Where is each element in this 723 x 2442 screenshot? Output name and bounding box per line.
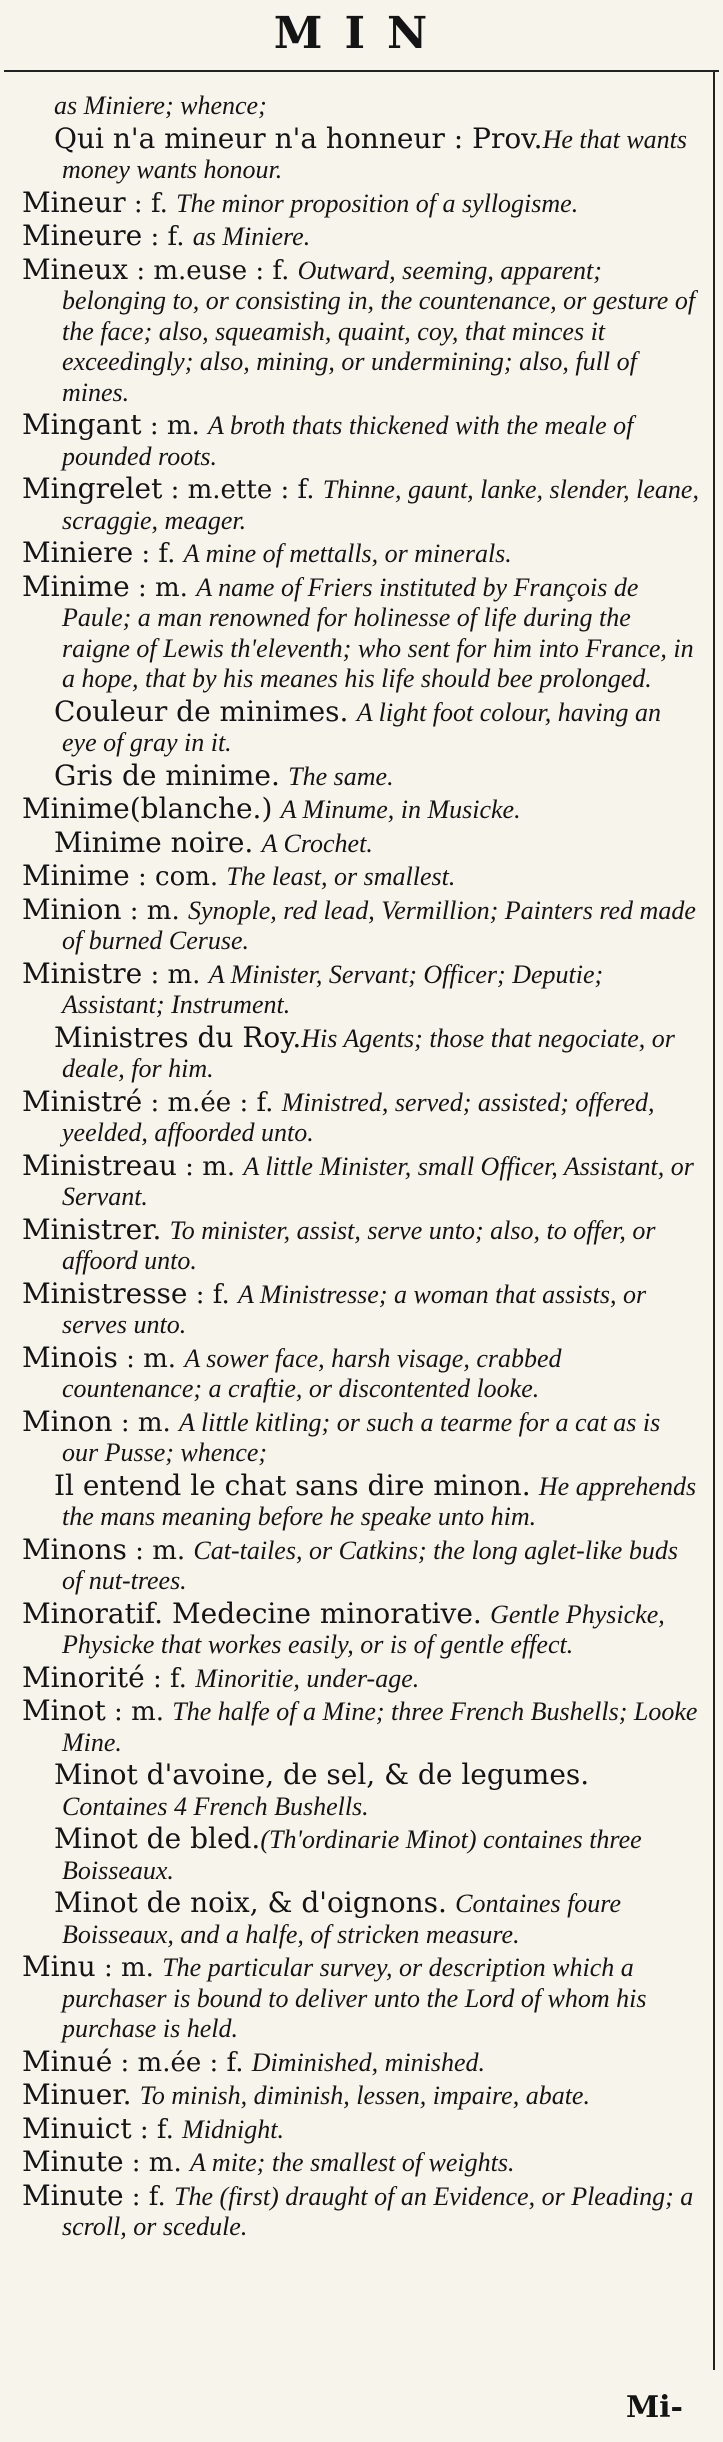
- entry-grammar: [482, 1600, 490, 1630]
- dictionary-entry: [22, 1696, 702, 1758]
- dictionary-entry: [22, 410, 702, 472]
- entry-headword: Minot d'avoine, de sel, & de legumes.: [54, 1758, 590, 1791]
- entry-grammar: [280, 762, 288, 792]
- dictionary-entry: [22, 1888, 702, 1950]
- entry-headword: Minorité: [22, 1660, 145, 1694]
- entry-definition: A little kitling; or such a tearme for a cat as is our Pusse; whence;: [62, 1407, 661, 1467]
- entry-grammar: : m.ée : f.: [112, 2047, 252, 2078]
- entry-headword: Ministres du Roy.: [54, 1020, 302, 1054]
- entry-grammar: : f.: [144, 1663, 196, 1694]
- dictionary-entry: [22, 1148, 702, 1213]
- page-header: MIN: [273, 8, 450, 59]
- dictionary-entry: [22, 1084, 702, 1149]
- dictionary-entry: [22, 794, 702, 826]
- entries-column: [22, 90, 702, 2245]
- entry-grammar: : m.: [95, 1953, 163, 1983]
- entry-grammar: : m.: [112, 1407, 180, 1438]
- entry-definition: A little Minister, small Officer, Assistant, or Servant.: [62, 1151, 694, 1211]
- entry-definition: (Th'ordinarie Minot) containes three Boisseaux.: [62, 1825, 642, 1885]
- dictionary-entry: [22, 1276, 702, 1341]
- entry-headword: Miniere: [22, 536, 134, 569]
- entry-grammar: : com.: [129, 862, 227, 892]
- entry-headword: Minu: [22, 1950, 96, 1983]
- entry-headword: Minois: [22, 1340, 118, 1374]
- entry-grammar: [131, 2081, 139, 2111]
- entry-grammar: [253, 829, 261, 859]
- header-rule: [4, 70, 719, 72]
- entry-definition: He apprehends the mans meaning before he speake unto him.: [62, 1471, 697, 1531]
- dictionary-entry: [22, 2178, 702, 2243]
- entry-headword: Mingrelet: [22, 472, 163, 505]
- entry-headword: Qui n'a mineur n'a honneur : Prov.: [54, 121, 543, 155]
- entry-definition: Midnight.: [182, 2114, 284, 2144]
- entry-grammar: : m.ette : f.: [162, 475, 323, 505]
- catchword: Mi-: [625, 2390, 683, 2425]
- entry-grammar: : f.: [187, 1279, 239, 1310]
- entry-definition: His Agents; those that negociate, or deale, for him.: [62, 1023, 675, 1083]
- entry-headword: Ministré: [22, 1084, 143, 1118]
- entry-definition: The minor proposition of a syllogisme.: [176, 188, 579, 218]
- entry-headword: Ministresse: [22, 1276, 188, 1310]
- entry-headword: Minon: [22, 1404, 113, 1438]
- entry-headword: Minime: [22, 569, 130, 603]
- dictionary-entry: [22, 2111, 702, 2146]
- entry-headword: Minute: [22, 2145, 124, 2178]
- entry-grammar: : m.euse : f.: [128, 255, 298, 286]
- entry-headword: Minué: [22, 2044, 113, 2078]
- dictionary-entry: [22, 2147, 702, 2179]
- dictionary-entry: [22, 121, 702, 186]
- dictionary-entry: [22, 825, 702, 860]
- entry-grammar: : m.: [142, 959, 209, 990]
- entry-grammar: : f.: [133, 539, 184, 569]
- entry-definition: Containes foure Boisseaux, and a halfe, of stricken measure.: [62, 1889, 622, 1949]
- dictionary-entry: [22, 538, 702, 570]
- dictionary-entry: [22, 569, 702, 695]
- dictionary-entry: [22, 2080, 702, 2112]
- entry-headword: Ministreau: [22, 1148, 177, 1182]
- entry-definition: A Minume, in Musicke.: [280, 795, 521, 824]
- entry-grammar: [447, 1889, 455, 1919]
- dictionary-entry: [22, 1020, 702, 1085]
- entry-headword: Ministre: [22, 956, 143, 990]
- dictionary-entry: [22, 1660, 702, 1695]
- entry-definition: The halfe of a Mine; three French Bushells; Looke Mine.: [62, 1697, 698, 1757]
- entry-grammar: [161, 1216, 169, 1246]
- dictionary-entry: [22, 221, 702, 253]
- entry-definition: A Minister, Servant; Officer; Deputie; Assistant; Instrument.: [62, 959, 604, 1019]
- entry-definition: as Miniere.: [192, 222, 311, 251]
- entry-definition: To minish, diminish, lessen, impaire, abate.: [139, 2081, 590, 2110]
- entry-headword: Minuer.: [22, 2078, 132, 2111]
- entry-headword: Mineux: [22, 252, 129, 286]
- entry-headword: Minion: [22, 892, 122, 926]
- entry-headword: Minot: [22, 1694, 106, 1727]
- entry-headword: Il entend le chat sans dire minon.: [54, 1468, 531, 1502]
- dictionary-entry: [22, 892, 702, 957]
- entry-grammar: [531, 1472, 539, 1502]
- entry-headword: Mineure: [22, 219, 143, 252]
- entry-grammar: : m.: [121, 895, 188, 926]
- dictionary-entry: [22, 694, 702, 759]
- entry-headword: Ministrer.: [22, 1212, 162, 1246]
- entry-headword: Minime: [22, 859, 130, 892]
- dictionary-entry: [22, 1596, 702, 1661]
- entry-definition: Thinne, gaunt, lanke, slender, leane, scraggie, meager.: [62, 475, 699, 535]
- entry-headword: Minot de noix, & d'oignons.: [54, 1886, 447, 1919]
- entry-definition: A name of Friers instituted by François de Paule; a man renowned for holinesse of life during the raigne of Lewis th'eleventh; who sent for him into France, in a hope, that by his meanes his life should bee prolonged.: [62, 572, 694, 693]
- entry-definition: as Miniere; whence;: [54, 91, 267, 120]
- entry-headword: Minoratif. Medecine minorative.: [22, 1596, 482, 1630]
- entry-definition: The (first) draught of an Evidence, or Pleading; a scroll, or scedule.: [62, 2181, 694, 2241]
- entry-definition: To minister, assist, serve unto; also, to offer, or affoord unto.: [62, 1215, 656, 1275]
- dictionary-entry: [22, 252, 702, 409]
- entry-definition: Gentle Physicke, Physicke that workes easily, or is of gentle effect.: [62, 1599, 665, 1659]
- dictionary-entry: [22, 861, 702, 893]
- dictionary-entry: [22, 1532, 702, 1597]
- entry-headword: Minons: [22, 1532, 127, 1566]
- entry-headword: Minute: [22, 2178, 124, 2212]
- entry-grammar: : f.: [123, 2181, 175, 2212]
- column-rule: [713, 70, 715, 2370]
- entry-definition: Containes 4 French Bushells.: [62, 1791, 369, 1821]
- dictionary-entry: [22, 758, 702, 793]
- dictionary-entry: [22, 1468, 702, 1533]
- entry-grammar: : m.ée : f.: [142, 1087, 282, 1118]
- entry-definition: He that wants money wants honour.: [62, 124, 688, 184]
- entry-headword: Minuict: [22, 2111, 132, 2145]
- entry-grammar: : m.: [129, 572, 197, 603]
- entry-definition: A sower face, harsh visage, crabbed countenance; a craftie, or discontented looke.: [62, 1343, 562, 1403]
- entry-headword: Mineur: [22, 185, 126, 219]
- entry-headword: Couleur de minimes.: [54, 694, 349, 728]
- entry-headword: Gris de minime.: [54, 758, 280, 792]
- entry-headword: Mingant: [22, 408, 142, 441]
- entry-definition: Minoritie, under-age.: [195, 1663, 420, 1693]
- dictionary-entry: [22, 956, 702, 1021]
- entry-grammar: [272, 795, 280, 825]
- entry-definition: A mine of mettalls, or minerals.: [183, 539, 512, 568]
- entry-definition: A mite; the smallest of weights.: [190, 2148, 515, 2177]
- dictionary-entry: [22, 2044, 702, 2079]
- entry-definition: The particular survey, or description which a purchaser is bound to deliver unto the Lord of whom his purchase is held.: [62, 1953, 647, 2043]
- entry-grammar: [348, 698, 356, 728]
- dictionary-entry: [22, 90, 702, 122]
- entry-definition: The least, or smallest.: [226, 862, 456, 891]
- entry-definition: Outward, seeming, apparent; belonging to, or consisting in, the countenance, or gesture of the face; also, squeamish, quaint, coy, that minces it exceedingly; also, mining, or undermining; also, full of mines.: [62, 255, 696, 407]
- dictionary-entry: [22, 1404, 702, 1469]
- dictionary-entry: [22, 1952, 702, 2045]
- dictionary-entry: [22, 474, 702, 536]
- entry-grammar: : f.: [131, 2114, 183, 2145]
- entry-definition: A Ministresse; a woman that assists, or serves unto.: [62, 1279, 647, 1339]
- dictionary-entry: [22, 1340, 702, 1405]
- dictionary-entry: [22, 1760, 702, 1822]
- entry-definition: A Crochet.: [261, 828, 373, 858]
- entry-grammar: : m.: [117, 1343, 185, 1374]
- entry-headword: Minime noire.: [54, 825, 254, 859]
- entry-grammar: : m.: [123, 2148, 190, 2178]
- entry-grammar: : m.: [141, 411, 209, 441]
- dictionary-entry: [22, 1824, 702, 1886]
- entry-grammar: : m.: [105, 1697, 173, 1727]
- entry-grammar: : m.: [176, 1151, 244, 1182]
- entry-definition: The same.: [288, 761, 394, 791]
- entry-definition: Synople, red lead, Vermillion; Painters red made of burned Ceruse.: [62, 895, 696, 955]
- dictionary-entry: [22, 1212, 702, 1277]
- entry-definition: Ministred, served; assisted; offered, yeelded, affoorded unto.: [62, 1087, 655, 1147]
- entry-definition: Diminished, minished.: [251, 2047, 486, 2077]
- entry-headword: Minime(blanche.): [22, 792, 273, 825]
- entry-grammar: : f.: [142, 222, 193, 252]
- entry-definition: A light foot colour, having an eye of gray in it.: [62, 697, 661, 757]
- entry-headword: Minot de bled.: [54, 1822, 261, 1855]
- dictionary-entry: [22, 185, 702, 220]
- entry-grammar: : f.: [125, 188, 177, 219]
- entry-grammar: : m.: [126, 1535, 194, 1566]
- entry-definition: Cat-tailes, or Catkins; the long aglet-like buds of nut-trees.: [62, 1535, 678, 1595]
- entry-definition: A broth thats thickened with the meale of pounded roots.: [62, 411, 634, 471]
